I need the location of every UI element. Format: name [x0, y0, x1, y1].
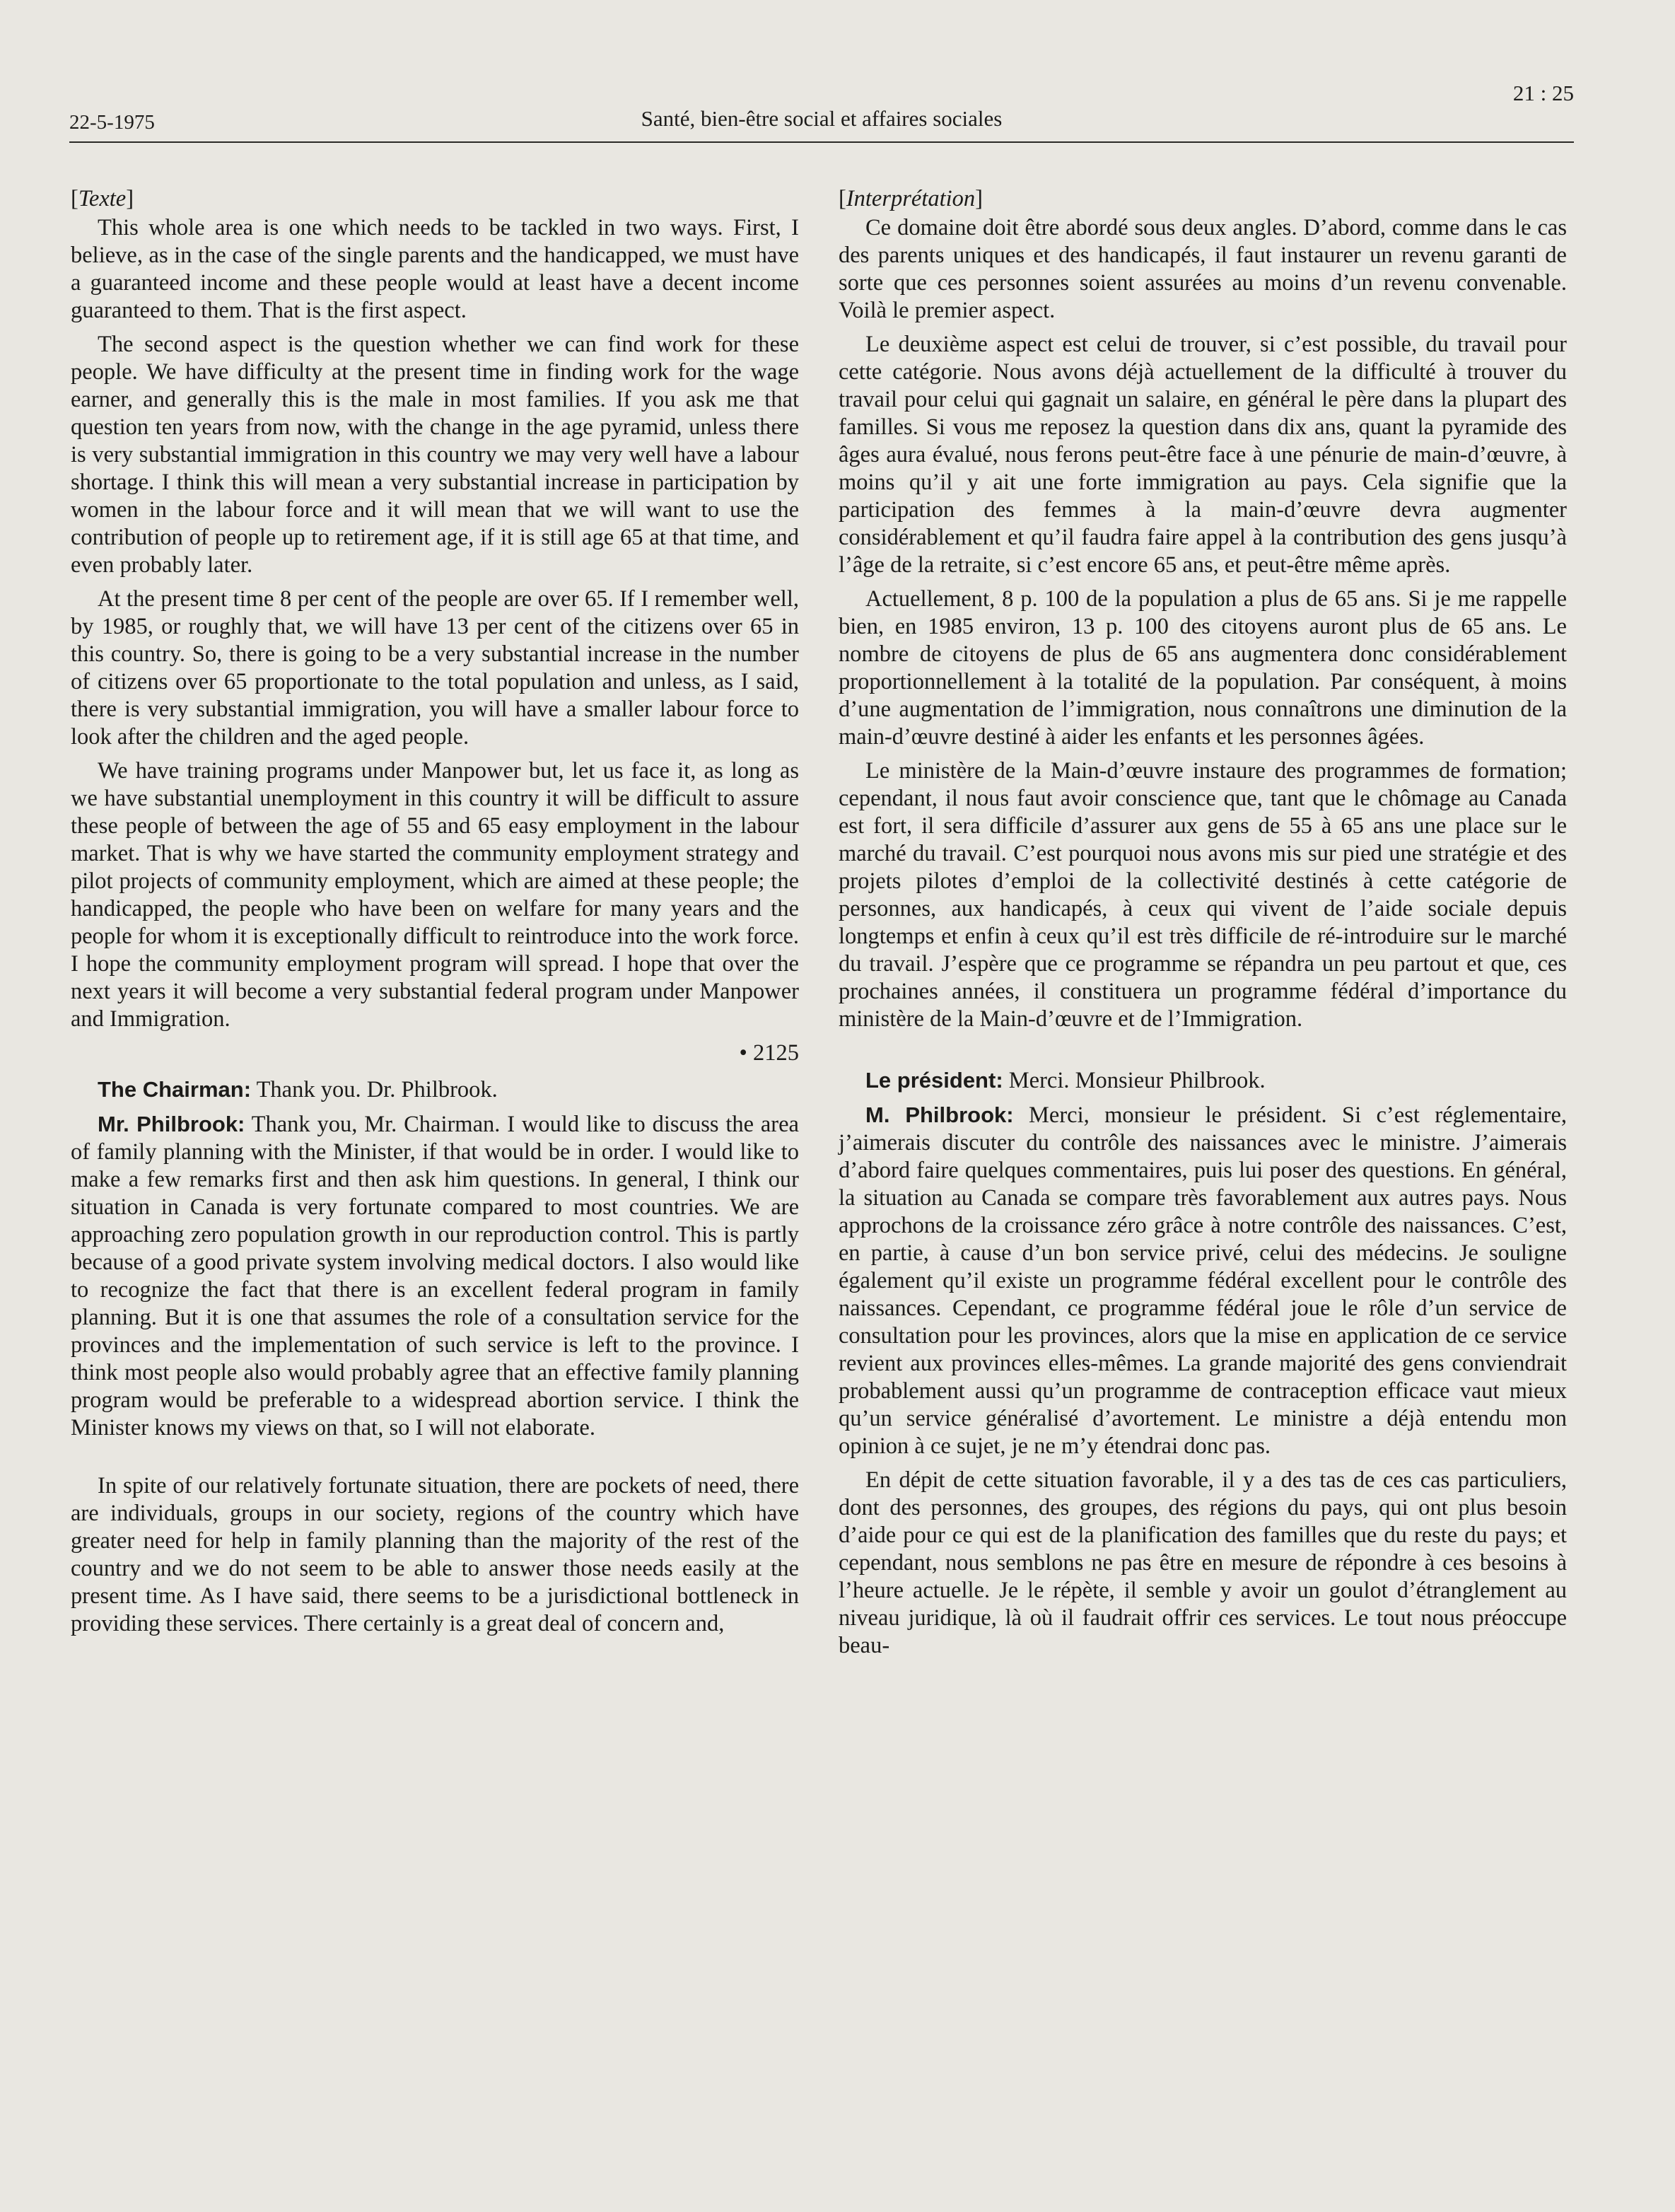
en-final-paragraph: In spite of our relatively fortunate situation, there are pockets of need, there are individuals, groups in our society, regions of the country which have greater need for help in family planning than the majority of the rest of the country and we do not seem to be able to answer those needs easily at the present time. As I have said, there seems to be a jurisdictional bottleneck in providing these services. There certainly is a great deal of concern and,	[71, 1473, 799, 1636]
header-date: 22-5-1975	[69, 111, 155, 134]
english-column	[71, 185, 799, 1644]
philbrook-remark-en	[71, 1110, 799, 1442]
text-label: [Texte]	[71, 186, 134, 211]
en-paragraph-1: This whole area is one which needs to be tackled in two ways. First, I believe, as in the case of the single parents and the handicapped, we must have a guaranteed income and these people would at least have a decent income guaranteed to them. That is the first aspect.	[71, 215, 799, 323]
interpretation-label: [Interprétation]	[839, 186, 983, 211]
header-page-number: 21 : 25	[1512, 81, 1574, 105]
fr-paragraph-3: Actuellement, 8 p. 100 de la population a plus de 65 ans. Si je me rappelle bien, en 1985 environ, 13 p. 100 des citoyens auront plus de 65 ans. Le nombre de citoyens de plus de 65 ans augmentera donc considérablement proportionnellement à la totalité de la population. Par conséquent, à moins d’une augmentation de l’immigration, nous connaîtrons une diminution de la main-d’œuvre destiné à aider les enfants et les personnes âgées.	[839, 586, 1567, 750]
philbrook-text-en: Thank you, Mr. Chairman. I would like to discuss the area of family planning with the Minister, if that would be in order. I would like to make a few remarks first and then ask him questions. In general, I think our situation in Canada is very fortunate compared to most countries. We are approaching zero population growth in our reproduction control. This is partly because of a good private system involving medical doctors. I also would like to recognize the fact that there is an excellent federal program in family planning. But it is one that assumes the role of a consultation service for the provinces and the implementation of such service is left to the province. I think most people also would probably agree that an effective family planning program would be preferable to a widespread abortion service. I think the Minister knows my views on that, so I will not elaborate.	[71, 1112, 799, 1440]
president-text: Merci. Monsieur Philbrook.	[1003, 1068, 1266, 1093]
fr-paragraph-2: Le deuxième aspect est celui de trouver, si c’est possible, du travail pour cette catégorie. Nous avons déjà actuellement de la difficulté à trouver du travail pour celui qui gagnait un salaire, en général le père dans la plupart des familles. Si vous me reposez la question dans dix ans, quant la pyramide des âges aura évalué, nous ferons peut-être face à une pénurie de main-d’œuvre, à moins qu’il y ait une forte immigration au pays. Cela signifie que la participation des femmes à la main-d’œuvre devra augmenter considérablement et qu’il faudra faire appel à la contribution des gens jusqu’à l’âge de la retraite, si c’est encore 65 ans, et peut-être même après.	[839, 332, 1567, 578]
president-speaker: Le président:	[865, 1068, 1003, 1093]
chairman-speaker: The Chairman:	[98, 1077, 252, 1102]
en-paragraph-2: The second aspect is the question whether we can find work for these people. We have difficulty at the present time in finding work for the wage earner, and generally this is the male in most families. If you ask me that question ten years from now, with the change in the age pyramid, unless there is very substantial immigration in this country we may very well have a labour shortage. I think this will mean a very substantial increase in participation by women in the labour force and it will mean that we will want to use the contribution of people up to retirement age, if it is still age 65 at that time, and even probably later.	[71, 332, 799, 578]
philbrook-text-fr: Merci, monsieur le président. Si c’est réglementaire, j’aimerais discuter du contrôle des naissances avec le ministre. J’aimerais d’abord faire quelques commentaires, puis lui poser des questions. En général, la situation au Canada se compare très favorablement aux autres pays. Nous approchons de la croissance zéro grâce à notre contrôle des naissances. C’est, en partie, à cause d’un bon service privé, celui des médecins. Je souligne également qu’il existe un programme fédéral excellent pour le contrôle des naissances. Cependant, ce programme fédéral joue le rôle d’un service de consultation pour les provinces, alors que la mise en application de ce service revient aux provinces elles-mêmes. La grande majorité des gens conviendrait probablement aussi qu’un programme de contraception efficace vaut mieux qu’un service généralisé d’avortement. Le ministre a déjà entendu mon opinion à ce sujet, je ne m’y étendrai donc pas.	[839, 1102, 1568, 1459]
fr-paragraph-1: Ce domaine doit être abordé sous deux angles. D’abord, comme dans le cas des parents uniques et des handicapés, il faut instaurer un revenu garanti de sorte que ces personnes soient assurées au moins d’un revenu convenable. Voilà le premier aspect.	[839, 215, 1567, 323]
time-marker: • 2125	[739, 1040, 799, 1066]
chairman-text: Thank you. Dr. Philbrook.	[251, 1077, 498, 1102]
philbrook-speaker-fr: M. Philbrook:	[865, 1102, 1014, 1127]
french-column	[839, 185, 1567, 1666]
page-header	[69, 76, 1574, 143]
en-paragraph-3: At the present time 8 per cent of the people are over 65. If I remember well, by 1985, or roughly that, we will have 13 per cent of the citizens over 65 in this country. So, there is going to be a very substantial increase in the number of citizens over 65 proportionate to the total population and unless, as I said, there is very substantial immigration, you will have a smaller labour force to look after the children and the aged people.	[71, 586, 799, 750]
philbrook-remark-fr	[839, 1101, 1567, 1460]
en-paragraph-4: We have training programs under Manpower but, let us face it, as long as we have substantial unemployment in this country it will be difficult to assure these people of between the age of 55 and 65 easy employment in the labour market. That is why we have started the community employment strategy and pilot projects of community employment, which are aimed at these people; the handicapped, the people who have been on welfare for many years and the people for whom it is exceptionally difficult to reintroduce into the work force. I hope the community employment program will spread. I hope that over the next years it will become a very substantial federal program under Manpower and Immigration.	[71, 758, 799, 1032]
fr-final-paragraph: En dépit de cette situation favorable, il y a des tas de ces cas particuliers, dont des personnes, des groupes, des régions du pays, qui ont plus besoin d’aide pour ce qui est de la planification des familles que du reste du pays; et cependant, nous semblons ne pas être en mesure de répondre à ces besoins à l’heure actuelle. Je le répète, il semble y avoir un goulot d’étranglement au niveau juridique, là où il faudrait offrir ces services. Le tout nous préoccupe beau-	[839, 1467, 1567, 1658]
president-remark	[839, 1066, 1567, 1095]
chairman-remark	[71, 1076, 799, 1104]
fr-paragraph-4: Le ministère de la Main-d’œuvre instaure des programmes de formation; cependant, il nous faut avoir conscience que, tant que le chômage au Canada est fort, il sera difficile d’assurer aux gens de 55 à 65 ans une place sur le marché du travail. C’est pourquoi nous avons mis sur pied une stratégie et des projets pilotes d’emploi de la collectivité destinés à cette catégorie de personnes, aux handicapés, à ceux qui vivent de l’aide sociale depuis longtemps et enfin à ceux qu’il est très difficile de ré-introduire sur le marché du travail. J’espère que ce programme se répandra un peu partout et que, ces prochaines années, il constituera un programme fédéral d’importance du ministère de la Main-d’œuvre et de l’Immigration.	[839, 758, 1567, 1032]
philbrook-speaker-en: Mr. Philbrook:	[98, 1112, 245, 1136]
interpretation-label-word: Interprétation	[846, 186, 976, 211]
text-label-word: Texte	[78, 186, 127, 211]
header-title: Santé, bien-être social et affaires sociales	[641, 106, 1003, 131]
